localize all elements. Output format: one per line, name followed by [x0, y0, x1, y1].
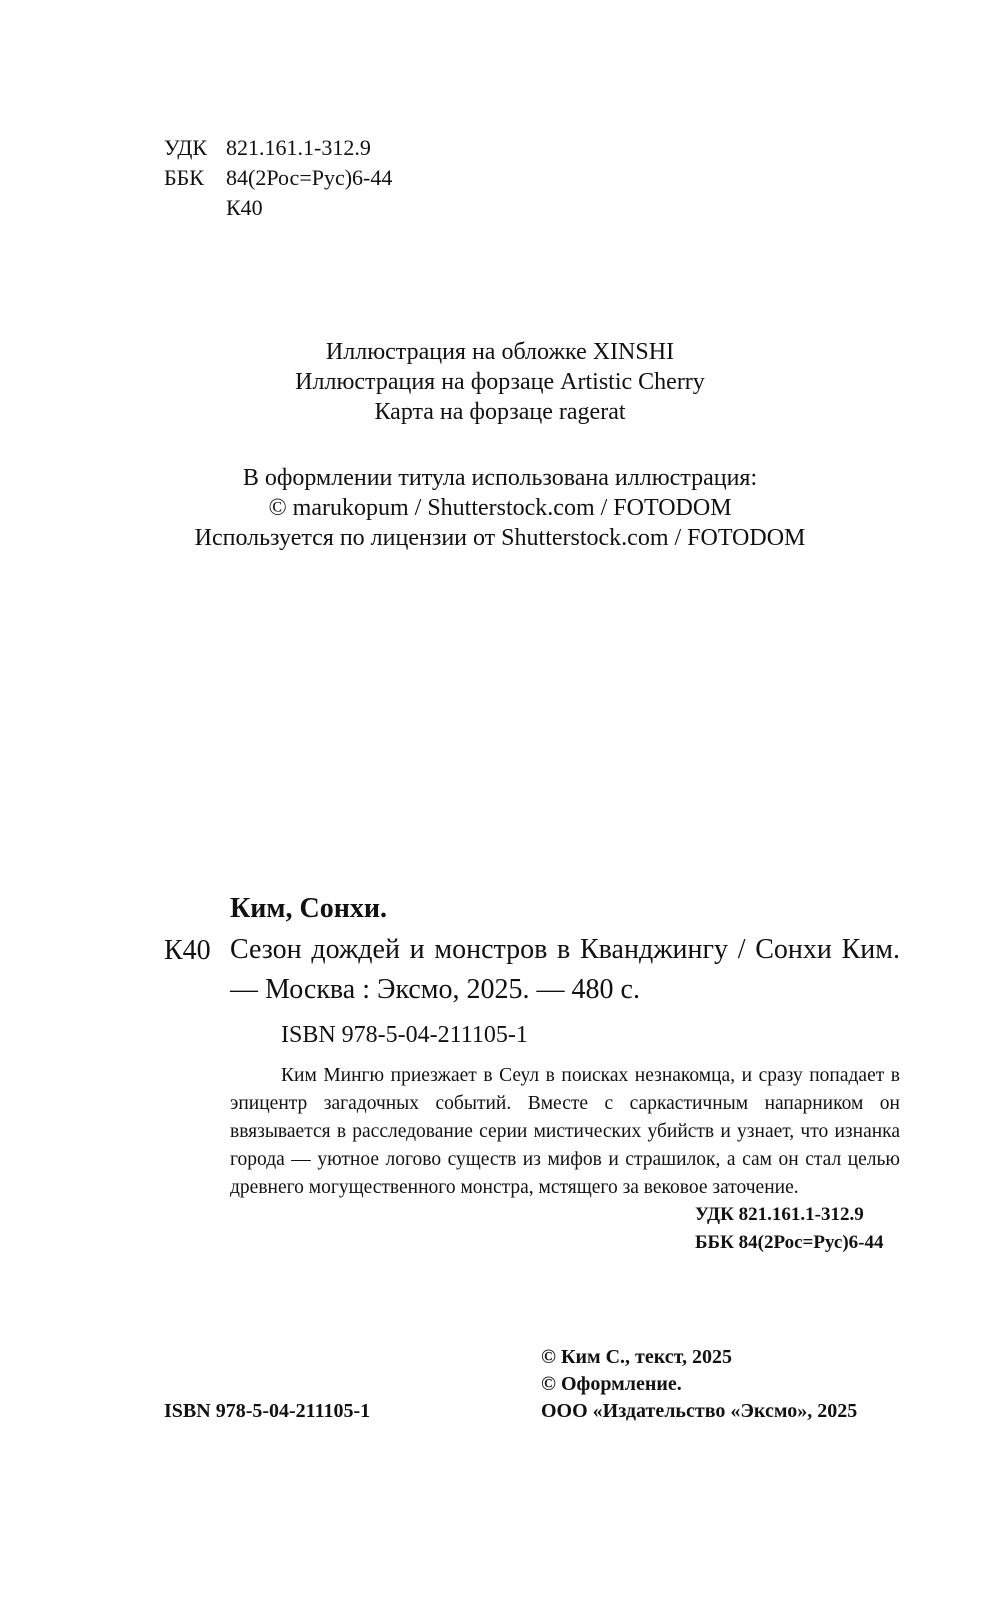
catalog-isbn: ISBN 978-5-04-211105-1	[281, 1022, 528, 1048]
copyright-publisher: ООО «Издательство «Эксмо», 2025	[541, 1400, 858, 1422]
catalog-author: Ким, Сонхи.	[230, 893, 387, 924]
license-line-1: В оформлении титула использована иллюстрация:	[242, 465, 758, 491]
credit-endpaper-map: Карта на форзаце ragerat	[374, 399, 626, 425]
bbk-label: ББК	[164, 165, 204, 190]
license-line-2: © marukopum / Shutterstock.com / FOTODOM	[268, 495, 732, 521]
catalog-description: Сезон дождей и монстров в Кванджингу / Сонхи Ким. — Москва : Эксмо, 2025. — 480 с.	[230, 934, 900, 1005]
catalog-code: К40	[164, 935, 211, 966]
license-notice	[0, 463, 1000, 553]
udk-value: 821.161.1-312.9	[226, 135, 371, 160]
udk-label: УДК	[164, 135, 208, 160]
annotation: Ким Мингю приезжает в Сеул в поисках незнакомца, и сразу попадает в эпицентр загадочных событий. Вместе с саркастичным напарником он ввязывается в расследование серии мистических убийств и узнает, что изнанка города — уютное логово существ из мифов и страшилок, а сам он стал целью древнего могущественного монстра, мстящего за вековое заточение.	[230, 1065, 900, 1198]
isbn-bottom: ISBN 978-5-04-211105-1	[164, 1400, 371, 1422]
illustration-credits	[0, 337, 1000, 427]
author-mark: К40	[226, 195, 263, 220]
udk-bottom: УДК 821.161.1-312.9	[695, 1204, 864, 1225]
license-line-3: Используется по лицензии от Shutterstock.com / FOTODOM	[194, 525, 806, 551]
bbk-value: 84(2Рос=Рус)6-44	[226, 165, 393, 190]
credit-endpaper-illustration: Иллюстрация на форзаце Artistic Cherry	[295, 369, 705, 395]
credit-cover: Иллюстрация на обложке XINSHI	[325, 339, 675, 365]
copyright-text: © Ким С., текст, 2025	[541, 1346, 732, 1368]
bbk-bottom: ББК 84(2Рос=Рус)6-44	[695, 1232, 884, 1253]
copyright-design: © Оформление.	[541, 1373, 682, 1395]
